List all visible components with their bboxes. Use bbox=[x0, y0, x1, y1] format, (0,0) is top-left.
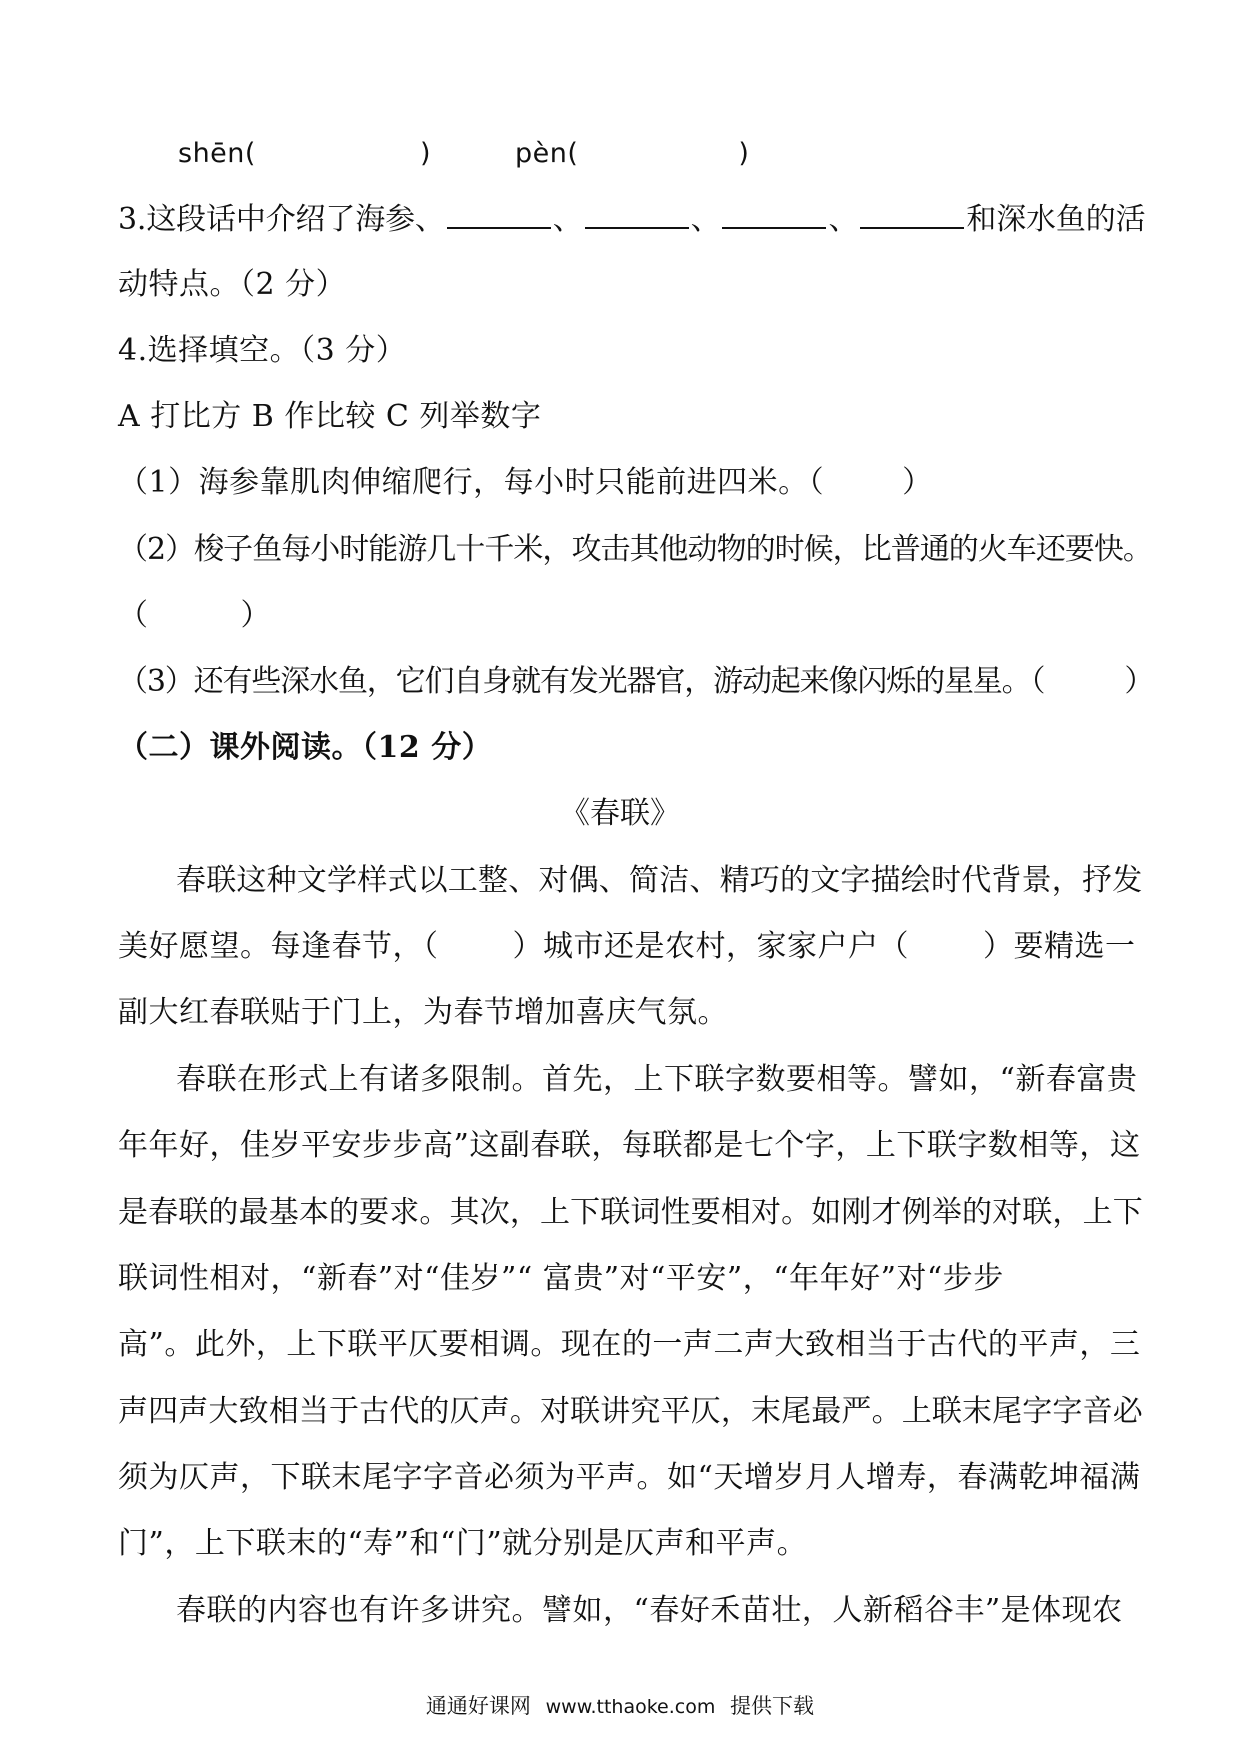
answer-blank-2[interactable] bbox=[585, 199, 689, 229]
passage-line bbox=[118, 993, 728, 1033]
q3-text-end: 和深水鱼的活 bbox=[966, 202, 1146, 237]
passage-text: 年年好，佳岁平安步步高”这副春联，每联都是七个字，上下联字数相等，这 bbox=[118, 1128, 1141, 1163]
passage-line bbox=[176, 1591, 1123, 1631]
passage-line bbox=[118, 927, 1136, 967]
close-paren: ) bbox=[738, 138, 750, 169]
q4-options-text: A 打比方 B 作比较 C 列举数字 bbox=[118, 399, 542, 434]
open-paren: ( bbox=[567, 138, 579, 169]
q4-item-1-text: （1）海参靠肌肉伸缩爬行，每小时只能前进四米。（ bbox=[118, 465, 825, 500]
section-heading-text: （二）课外阅读。（12 分） bbox=[118, 730, 493, 765]
passage-line bbox=[176, 1060, 1137, 1100]
passage-text: 门”，上下联末的“寿”和“门”就分别是仄声和平声。 bbox=[118, 1526, 808, 1561]
q4-item-2-open: （ bbox=[118, 598, 149, 633]
q3-score: 动特点。（2 分） bbox=[118, 267, 347, 302]
q3-sep: 、 bbox=[828, 202, 859, 237]
passage-title: 《春联》 bbox=[560, 796, 680, 831]
close-paren: ) bbox=[419, 138, 431, 169]
answer-blank-4[interactable] bbox=[860, 199, 964, 229]
page-footer bbox=[0, 1692, 1240, 1721]
q4-item-2 bbox=[118, 530, 1152, 570]
passage-line bbox=[176, 861, 1142, 901]
q4-item-1 bbox=[118, 463, 933, 503]
pinyin-row-2 bbox=[515, 134, 749, 174]
q4-item-2-text: （2）梭子鱼每小时能游几十千米，攻击其他动物的时候，比普通的火车还要快。 bbox=[118, 532, 1152, 567]
answer-blank-3[interactable] bbox=[722, 199, 826, 229]
q4-item-2-paren bbox=[118, 596, 271, 636]
passage-text: 副大红春联贴于门上，为春节增加喜庆气氛。 bbox=[118, 995, 728, 1030]
section-heading bbox=[118, 728, 492, 768]
passage-text: 须为仄声，下联末尾字字音必须为平声。如“天增岁月人增寿，春满乾坤福满 bbox=[118, 1460, 1141, 1495]
q4-options bbox=[118, 397, 541, 437]
q4-title-text: 4.选择填空。（3 分） bbox=[118, 333, 407, 368]
passage-line bbox=[118, 1458, 1140, 1498]
passage-text: 是春联的最基本的要求。其次，上下联词性要相对。如刚才例举的对联，上下 bbox=[118, 1195, 1143, 1230]
passage-text: 联词性相对，“新春”对“佳岁”“ 富贵”对“平安”，“年年好”对“步步 bbox=[118, 1261, 1004, 1296]
q4-item-3 bbox=[118, 662, 1153, 702]
passage-text: 春联的内容也有许多讲究。譬如，“春好禾苗壮，人新稻谷丰”是体现农 bbox=[176, 1593, 1123, 1628]
passage-line bbox=[118, 1524, 807, 1564]
open-paren: ( bbox=[244, 138, 256, 169]
passage-line bbox=[118, 1126, 1140, 1166]
passage-line bbox=[118, 1193, 1143, 1233]
passage-line bbox=[118, 1325, 1140, 1365]
q4-item-1-close: ） bbox=[902, 465, 933, 500]
answer-blank-1[interactable] bbox=[447, 199, 551, 229]
passage-text: 美好愿望。每逢春节，（ bbox=[118, 929, 439, 964]
q3-sep: 、 bbox=[552, 202, 583, 237]
q3-line-1 bbox=[118, 199, 1145, 240]
q3-sep: 、 bbox=[690, 202, 721, 237]
pinyin-pen: pèn bbox=[515, 138, 568, 169]
q3-text-start: 3.这段话中介绍了海参、 bbox=[118, 202, 445, 237]
q4-item-3-close: ） bbox=[1124, 664, 1154, 699]
passage-text: 春联在形式上有诸多限制。首先，上下联字数要相等。譬如，“新春富贵 bbox=[176, 1062, 1138, 1097]
footer-site-name: 通通好课网 bbox=[425, 1694, 531, 1718]
passage-text: 声四声大致相当于古代的仄声。对联讲究平仄，末尾最严。上联末尾字字音必 bbox=[118, 1394, 1143, 1429]
passage-line bbox=[118, 1259, 1004, 1299]
footer-url[interactable]: www.tthaoke.com bbox=[545, 1696, 716, 1718]
pinyin-shen: shēn bbox=[178, 138, 245, 169]
passage-text: ）城市还是农村，家家户户（ bbox=[512, 929, 909, 964]
pinyin-row bbox=[178, 134, 431, 174]
passage-text: 春联这种文学样式以工整、对偶、简洁、精巧的文字描绘时代背景，抒发 bbox=[176, 863, 1143, 898]
q3-line-2 bbox=[118, 265, 346, 305]
passage-line bbox=[118, 1392, 1143, 1432]
q4-title bbox=[118, 331, 406, 371]
q4-item-3-text: （3）还有些深水鱼，它们自身就有发光器官，游动起来像闪烁的星星。（ bbox=[118, 664, 1045, 699]
passage-text: 高”。此外，上下联平仄要相调。现在的一声二声大致相当于古代的平声，三 bbox=[118, 1327, 1141, 1362]
passage-text: ）要精选一 bbox=[983, 929, 1136, 964]
q4-item-2-close: ） bbox=[240, 598, 271, 633]
footer-download: 提供下载 bbox=[730, 1694, 815, 1718]
